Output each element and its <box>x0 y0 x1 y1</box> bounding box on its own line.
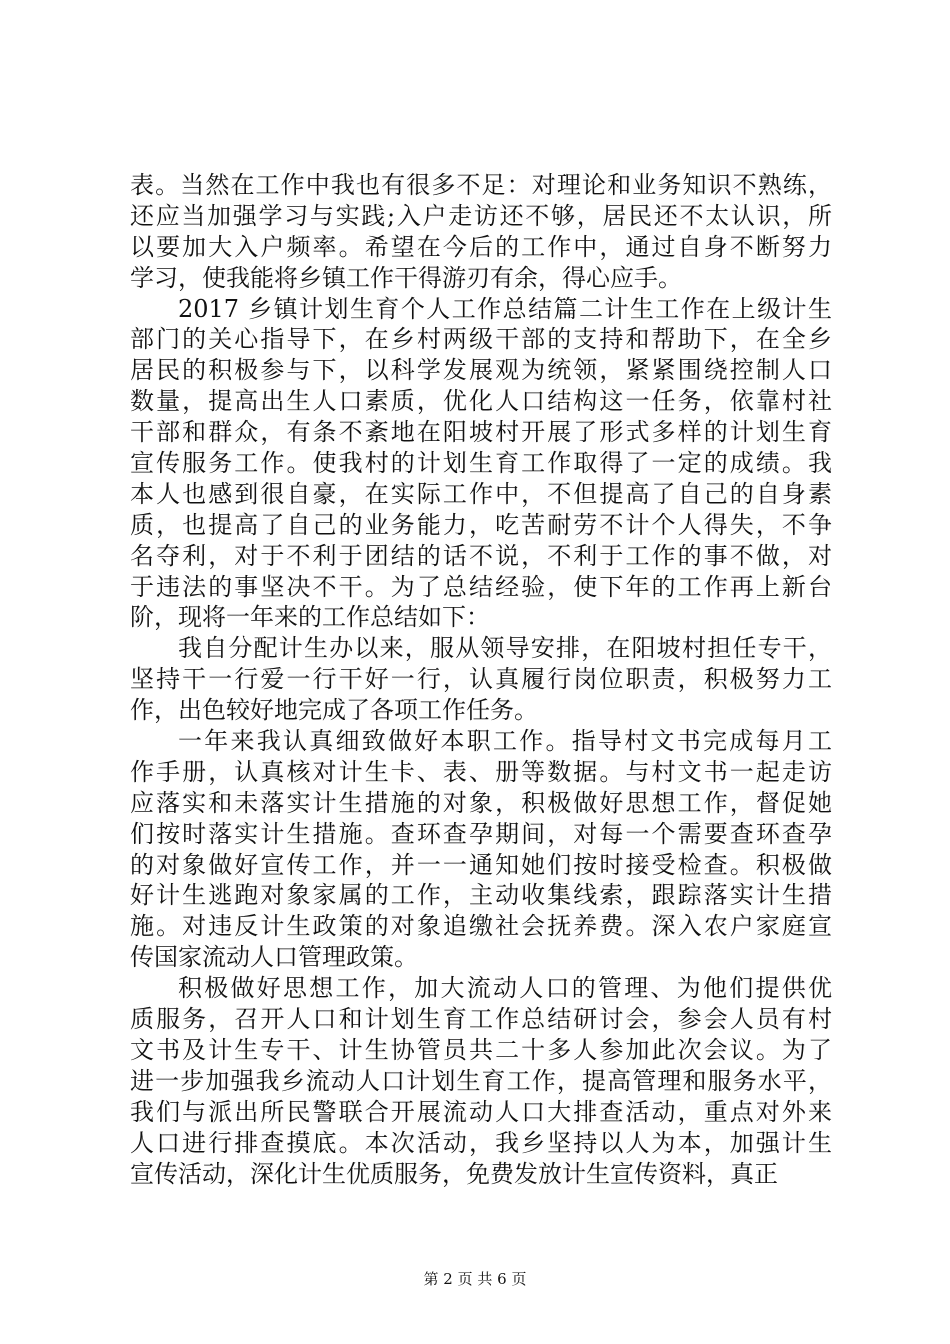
text-line: 名夺利，对于不利于团结的话不说，不利于工作的事不做，对 <box>130 541 832 570</box>
page-footer: 第 2 页 共 6 页 <box>423 1270 527 1288</box>
text-line: 作手册，认真核对计生卡、表、册等数据。与村文书一起走访 <box>130 757 832 786</box>
text-line: 我自分配计生办以来，服从领导安排，在阳坡村担任专干， <box>178 634 832 663</box>
text-line: 一年来我认真细致做好本职工作。指导村文书完成每月工 <box>178 727 832 756</box>
text-line: 居民的积极参与下，以科学发展观为统领，紧紧围绕控制人口 <box>130 356 832 385</box>
text-line: 干部和群众，有条不紊地在阳坡村开展了形式多样的计划生育 <box>130 418 832 447</box>
text-line: 质服务，召开人口和计划生育工作总结研讨会，参会人员有村 <box>130 1005 832 1034</box>
text-line: 坚持干一行爱一行干好一行，认真履行岗位职责，积极努力工 <box>130 665 832 694</box>
document-body <box>130 170 832 1189</box>
text-line: 施。对违反计生政策的对象追缴社会抚养费。深入农户家庭宣 <box>130 912 832 941</box>
text-line: 们按时落实计生措施。查环查孕期间，对每一个需要查环查孕 <box>130 819 832 848</box>
text-line: 还应当加强学习与实践;入户走访还不够，居民还不太认识，所 <box>130 201 832 230</box>
text-line: 质，也提高了自己的业务能力，吃苦耐劳不计个人得失，不争 <box>130 510 832 539</box>
paragraph <box>130 633 832 726</box>
paragraph <box>130 726 832 973</box>
text-line: 于违法的事坚决不干。为了总结经验，使下年的工作再上新台 <box>130 572 832 601</box>
text-line: 阶，现将一年来的工作总结如下： <box>130 603 490 632</box>
paragraph <box>130 973 832 1189</box>
paragraph <box>130 170 832 294</box>
text-line: 以要加大入户频率。希望在今后的工作中，通过自身不断努力 <box>130 232 832 261</box>
text-line: 积极做好思想工作，加大流动人口的管理、为他们提供优 <box>178 974 832 1003</box>
text-line: 学习，使我能将乡镇工作干得游刃有余，得心应手。 <box>130 263 682 292</box>
text-line: 部门的关心指导下，在乡村两级干部的支持和帮助下，在全乡 <box>130 325 832 354</box>
text-line: 作，出色较好地完成了各项工作任务。 <box>130 696 538 725</box>
text-line: 文书及计生专干、计生协管员共二十多人参加此次会议。为了 <box>130 1035 832 1064</box>
text-line: 的对象做好宣传工作，并一一通知她们按时接受检查。积极做 <box>130 850 832 879</box>
text-line: 宣传活动，深化计生优质服务，免费发放计生宣传资料，真正 <box>130 1159 778 1188</box>
text-line: 本人也感到很自豪，在实际工作中，不但提高了自己的自身素 <box>130 479 832 508</box>
text-line: 好计生逃跑对象家属的工作，主动收集线索，跟踪落实计生措 <box>130 881 832 910</box>
text-line: 数量，提高出生人口素质，优化人口结构这一任务，依靠村社 <box>130 387 832 416</box>
text-line: 传国家流动人口管理政策。 <box>130 943 418 972</box>
text-line: 2017 乡镇计划生育个人工作总结篇二计生工作在上级计生 <box>178 294 832 323</box>
text-line: 表。当然在工作中我也有很多不足：对理论和业务知识不熟练， <box>130 171 832 199</box>
text-line: 我们与派出所民警联合开展流动人口大排查活动，重点对外来 <box>130 1097 832 1126</box>
paragraph <box>130 294 832 634</box>
text-line: 宣传服务工作。使我村的计划生育工作取得了一定的成绩。我 <box>130 449 832 478</box>
text-line: 应落实和未落实计生措施的对象，积极做好思想工作，督促她 <box>130 788 832 817</box>
text-line: 进一步加强我乡流动人口计划生育工作，提高管理和服务水平， <box>130 1066 832 1095</box>
text-line: 人口进行排查摸底。本次活动，我乡坚持以人为本，加强计生 <box>130 1128 832 1157</box>
